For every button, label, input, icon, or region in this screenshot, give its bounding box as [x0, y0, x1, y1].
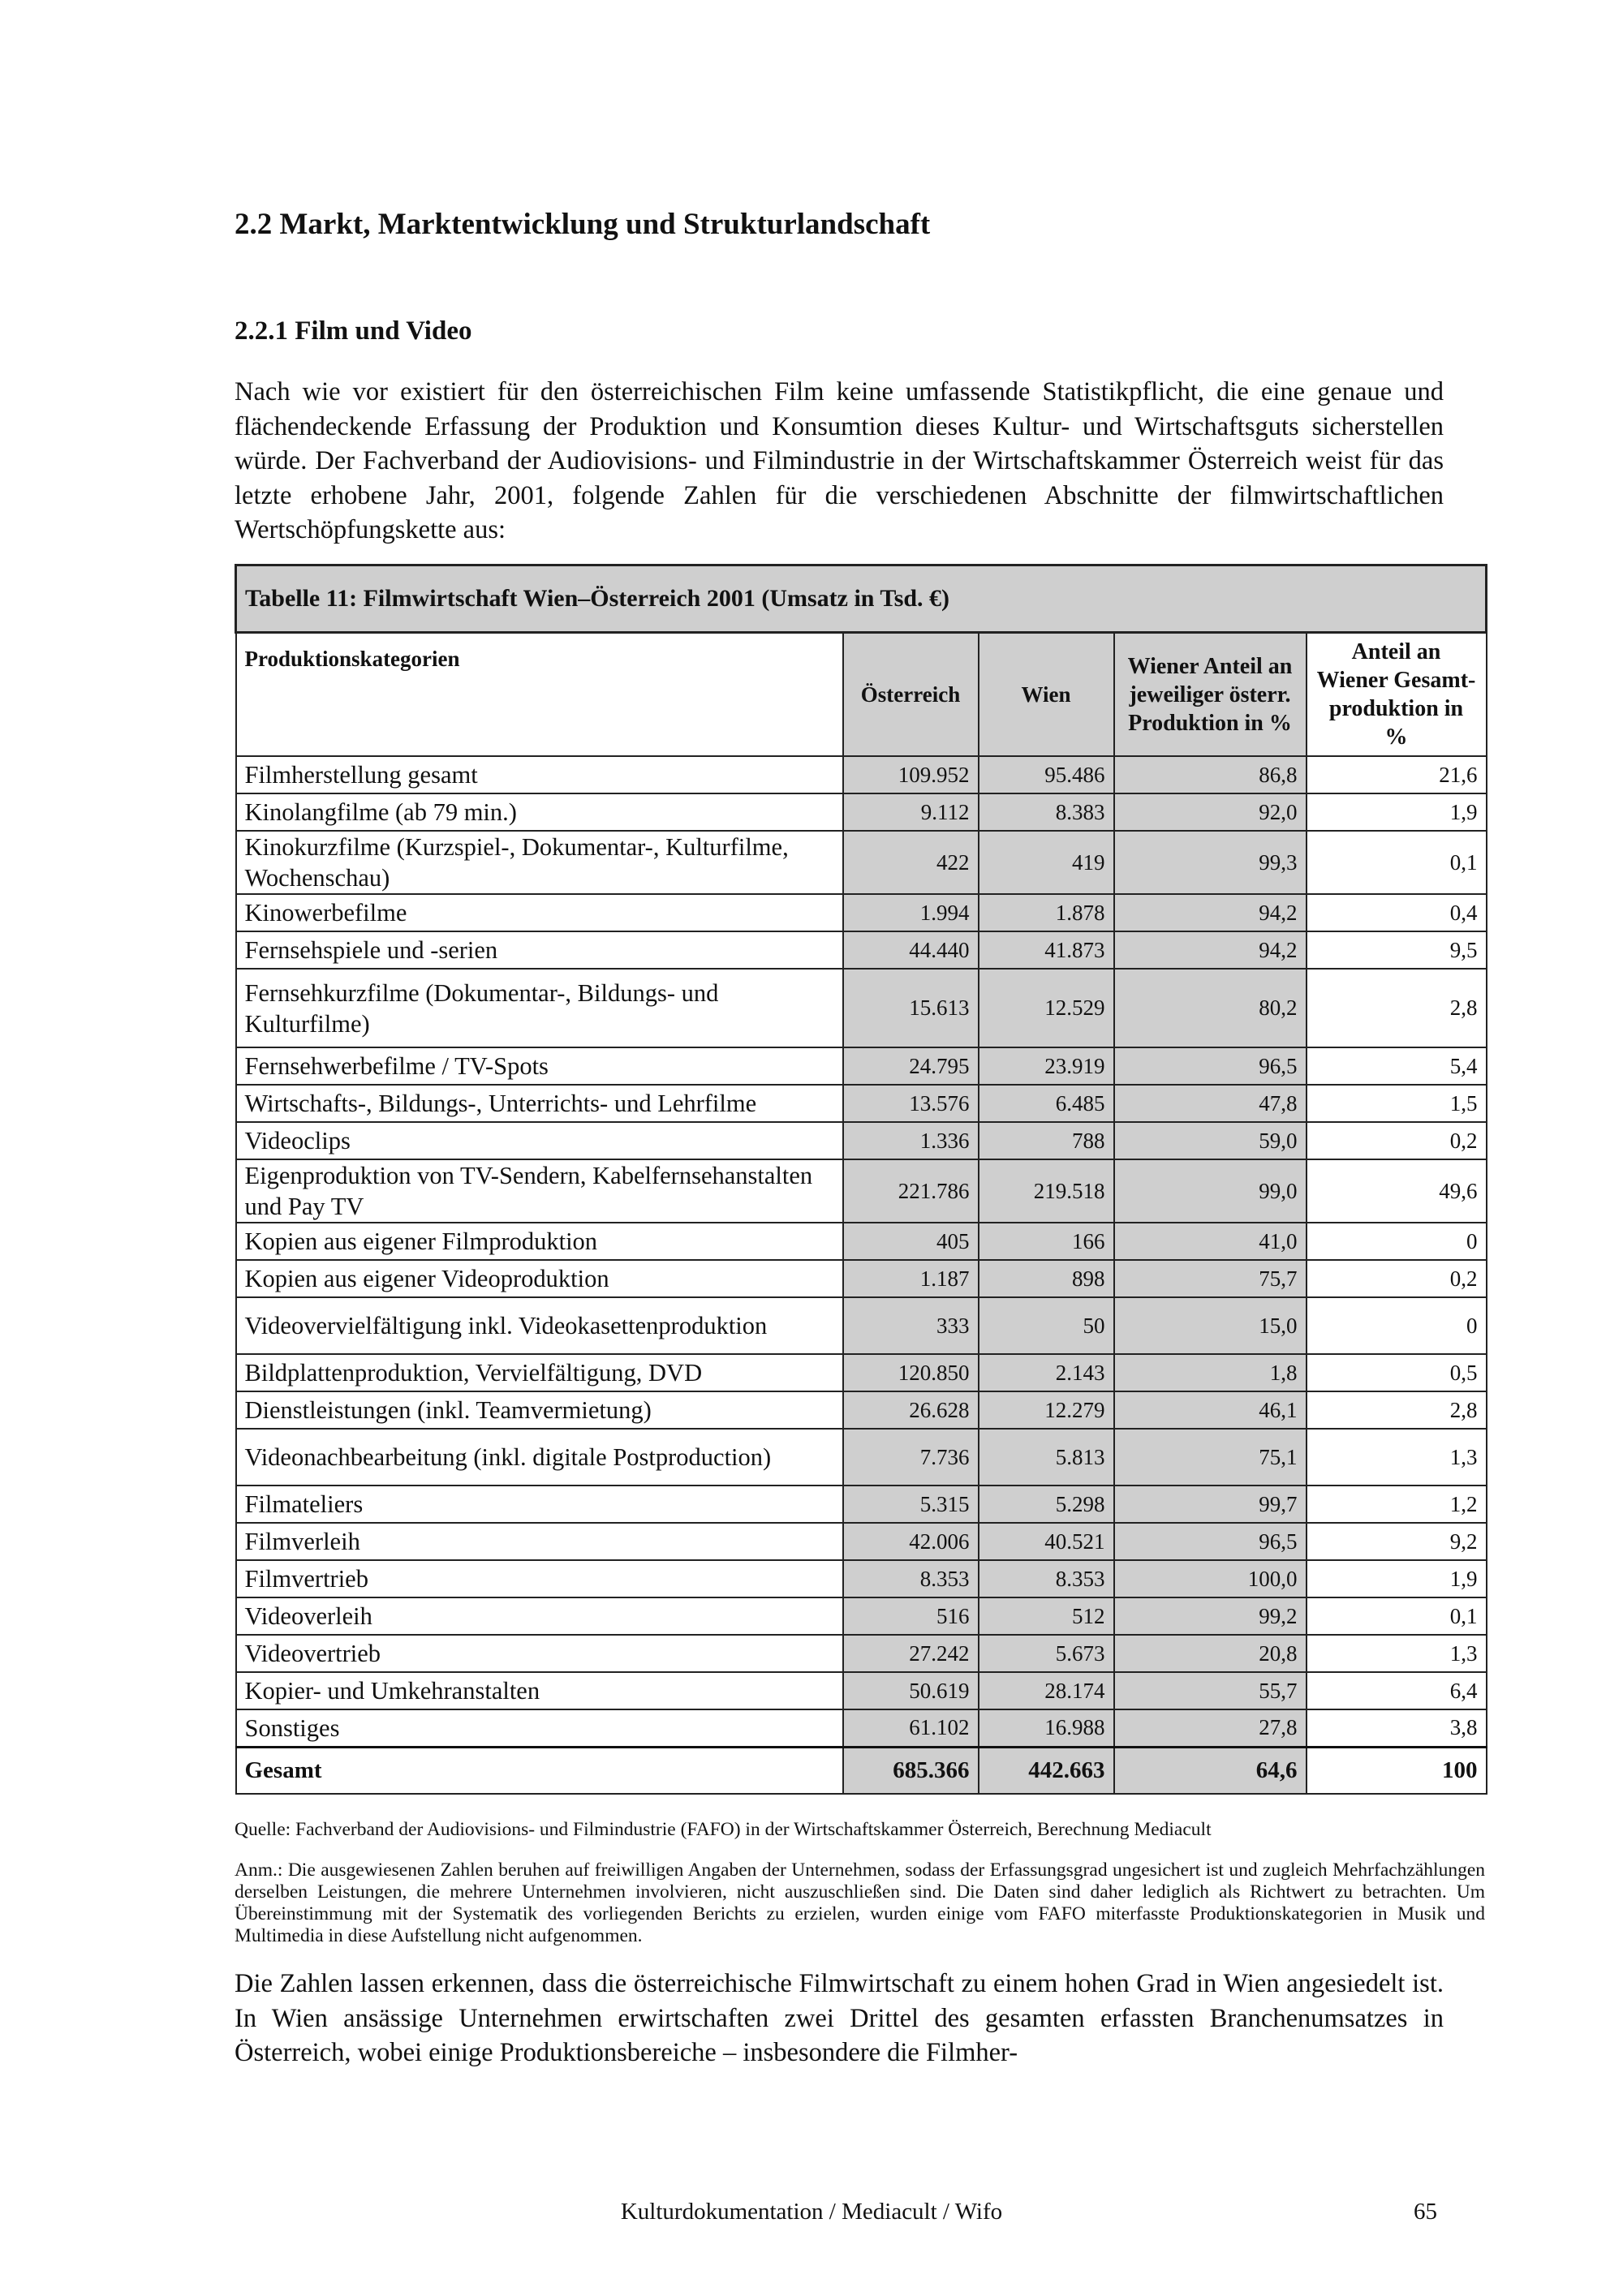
row-category: Videovervielfältigung inkl. Videokasettenproduktion — [236, 1297, 843, 1354]
row-vienna: 12.279 — [979, 1391, 1114, 1429]
row-share-vienna: 1,2 — [1307, 1486, 1487, 1523]
row-austria: 61.102 — [843, 1709, 979, 1747]
table-row — [236, 931, 1487, 969]
row-category: Wirtschafts-, Bildungs-, Unterrichts- und Lehrfilme — [236, 1085, 843, 1122]
row-vienna: 28.174 — [979, 1672, 1114, 1709]
row-austria: 8.353 — [843, 1560, 979, 1597]
row-share-vienna: 1,9 — [1307, 1560, 1487, 1597]
row-share-austria: 41,0 — [1114, 1223, 1307, 1260]
row-austria: 42.006 — [843, 1523, 979, 1560]
table-row — [236, 1085, 1487, 1122]
row-share-vienna: 2,8 — [1307, 1391, 1487, 1429]
total-share-austria: 64,6 — [1114, 1747, 1307, 1794]
row-vienna: 419 — [979, 831, 1114, 894]
row-vienna: 5.813 — [979, 1429, 1114, 1486]
row-category: Kopien aus eigener Videoproduktion — [236, 1260, 843, 1297]
row-category: Kinowerbefilme — [236, 894, 843, 931]
table-note: Anm.: Die ausgewiesenen Zahlen beruhen auf freiwilligen Angaben der Unternehmen, sodass der Erfassungsgrad ungesichert ist und zugleich Mehrfachzählungen derselben Leistungen, die mehrere Unternehmen involvieren, nicht auszuschließen sind. Die Daten sind daher lediglich als Richtwert zu betrachten. Um Übereinstimmung mit der Systematik des vorliegenden Berichts zu erzielen, wurden einige vom FAFO miterfasste Produktionskategorien in Musik und Multimedia in diese Aufstellung nicht aufgenommen. — [235, 1860, 1485, 1946]
row-category: Videonachbearbeitung (inkl. digitale Postproduction) — [236, 1429, 843, 1486]
row-vienna: 788 — [979, 1122, 1114, 1159]
row-category: Filmherstellung gesamt — [236, 756, 843, 793]
row-austria: 221.786 — [843, 1159, 979, 1223]
table-row — [236, 1391, 1487, 1429]
closing-paragraph: Die Zahlen lassen erkennen, dass die österreichische Filmwirtschaft zu einem hohen Grad in Wien angesiedelt ist. In Wien ansässige Unternehmen erwirtschaften zwei Drittel des gesamten erfassten Branchenumsatzes in Österreich, wobei einige Produktionsbereiche – insbesondere die Filmher- — [235, 1969, 1444, 2067]
row-austria: 27.242 — [843, 1635, 979, 1672]
row-austria: 120.850 — [843, 1354, 979, 1391]
row-share-vienna: 21,6 — [1307, 756, 1487, 793]
row-category: Videoverleih — [236, 1597, 843, 1635]
total-share-vienna: 100 — [1307, 1747, 1487, 1794]
row-share-austria: 99,3 — [1114, 831, 1307, 894]
row-share-vienna: 1,3 — [1307, 1429, 1487, 1486]
row-share-vienna: 1,5 — [1307, 1085, 1487, 1122]
row-austria: 516 — [843, 1597, 979, 1635]
row-vienna: 1.878 — [979, 894, 1114, 931]
row-share-austria: 92,0 — [1114, 793, 1307, 831]
row-share-austria: 59,0 — [1114, 1122, 1307, 1159]
row-austria: 50.619 — [843, 1672, 979, 1709]
row-austria: 333 — [843, 1297, 979, 1354]
row-vienna: 41.873 — [979, 931, 1114, 969]
table-row — [236, 1047, 1487, 1085]
row-category: Eigenproduktion von TV-Sendern, Kabelfernsehanstalten und Pay TV — [236, 1159, 843, 1223]
row-vienna: 5.673 — [979, 1635, 1114, 1672]
row-share-austria: 27,8 — [1114, 1709, 1307, 1747]
row-share-austria: 99,7 — [1114, 1486, 1307, 1523]
header-share-vienna: Anteil an Wiener Gesamt-produktion in % — [1307, 633, 1487, 757]
table-row — [236, 1122, 1487, 1159]
section-heading: 2.2 Markt, Marktentwicklung und Strukturlandschaft — [235, 208, 931, 241]
total-vienna: 442.663 — [979, 1747, 1114, 1794]
table-row — [236, 894, 1487, 931]
row-category: Fernsehkurzfilme (Dokumentar-, Bildungs- und Kulturfilme) — [236, 969, 843, 1047]
row-share-vienna: 0,4 — [1307, 894, 1487, 931]
row-category: Videovertrieb — [236, 1635, 843, 1672]
row-share-vienna: 5,4 — [1307, 1047, 1487, 1085]
row-share-vienna: 9,2 — [1307, 1523, 1487, 1560]
row-share-austria: 75,1 — [1114, 1429, 1307, 1486]
row-vienna: 898 — [979, 1260, 1114, 1297]
row-share-vienna: 9,5 — [1307, 931, 1487, 969]
row-share-austria: 99,0 — [1114, 1159, 1307, 1223]
row-share-austria: 20,8 — [1114, 1635, 1307, 1672]
row-austria: 44.440 — [843, 931, 979, 969]
row-category: Kinolangfilme (ab 79 min.) — [236, 793, 843, 831]
row-category: Kopien aus eigener Filmproduktion — [236, 1223, 843, 1260]
row-category: Filmvertrieb — [236, 1560, 843, 1597]
row-share-vienna: 1,9 — [1307, 793, 1487, 831]
table-row — [236, 1297, 1487, 1354]
row-share-vienna: 0,1 — [1307, 831, 1487, 894]
row-austria: 9.112 — [843, 793, 979, 831]
table-row — [236, 1560, 1487, 1597]
row-category: Dienstleistungen (inkl. Teamvermietung) — [236, 1391, 843, 1429]
row-share-austria: 55,7 — [1114, 1672, 1307, 1709]
row-vienna: 5.298 — [979, 1486, 1114, 1523]
row-share-austria: 86,8 — [1114, 756, 1307, 793]
row-category: Fernsehspiele und -serien — [236, 931, 843, 969]
row-vienna: 12.529 — [979, 969, 1114, 1047]
row-vienna: 95.486 — [979, 756, 1114, 793]
row-share-austria: 99,2 — [1114, 1597, 1307, 1635]
row-share-vienna: 2,8 — [1307, 969, 1487, 1047]
page-footer: Kulturdokumentation / Mediacult / Wifo — [620, 2199, 1003, 2225]
row-vienna: 6.485 — [979, 1085, 1114, 1122]
header-share-austria: Wiener Anteil an jeweiliger österr. Produktion in % — [1114, 633, 1307, 757]
row-share-austria: 94,2 — [1114, 894, 1307, 931]
row-share-vienna: 3,8 — [1307, 1709, 1487, 1747]
table-source: Quelle: Fachverband der Audiovisions- und Filmindustrie (FAFO) in der Wirtschaftskammer Österreich, Berechnung Mediacult — [235, 1819, 1212, 1840]
subsection-heading: 2.2.1 Film und Video — [235, 316, 472, 346]
table-row — [236, 1354, 1487, 1391]
row-vienna: 2.143 — [979, 1354, 1114, 1391]
row-category: Bildplattenproduktion, Vervielfältigung, DVD — [236, 1354, 843, 1391]
row-vienna: 23.919 — [979, 1047, 1114, 1085]
row-vienna: 50 — [979, 1297, 1114, 1354]
total-austria: 685.366 — [843, 1747, 979, 1794]
row-share-austria: 94,2 — [1114, 931, 1307, 969]
row-austria: 1.336 — [843, 1122, 979, 1159]
row-share-austria: 46,1 — [1114, 1391, 1307, 1429]
row-share-vienna: 0 — [1307, 1223, 1487, 1260]
row-vienna: 16.988 — [979, 1709, 1114, 1747]
table-row — [236, 1159, 1487, 1223]
row-share-vienna: 0,2 — [1307, 1260, 1487, 1297]
row-category: Fernsehwerbefilme / TV-Spots — [236, 1047, 843, 1085]
row-austria: 26.628 — [843, 1391, 979, 1429]
row-vienna: 166 — [979, 1223, 1114, 1260]
page-number: 65 — [1414, 2199, 1437, 2225]
row-share-austria: 1,8 — [1114, 1354, 1307, 1391]
intro-paragraph: Nach wie vor existiert für den österreichischen Film keine umfassende Statistikpflicht, die eine genaue und flächendeckende Erfassung der Produktion und Konsumtion dieses Kultur- und Wirtschaftsguts sicherstellen würde. Der Fachverband der Audiovisions- und Filmindustrie in der Wirtschaftskammer Österreich weist für das letzte erhobene Jahr, 2001, folgende Zahlen für die verschiedenen Abschnitte der filmwirtschaftlichen Wertschöpfungskette aus: — [235, 377, 1444, 544]
table-row — [236, 1223, 1487, 1260]
row-share-vienna: 0,5 — [1307, 1354, 1487, 1391]
row-share-vienna: 1,3 — [1307, 1635, 1487, 1672]
row-vienna: 219.518 — [979, 1159, 1114, 1223]
row-austria: 7.736 — [843, 1429, 979, 1486]
table-row — [236, 831, 1487, 894]
row-austria: 1.994 — [843, 894, 979, 931]
table-row — [236, 793, 1487, 831]
row-share-austria: 96,5 — [1114, 1523, 1307, 1560]
row-share-vienna: 49,6 — [1307, 1159, 1487, 1223]
table-row — [236, 1523, 1487, 1560]
table-row — [236, 1709, 1487, 1747]
row-austria: 5.315 — [843, 1486, 979, 1523]
row-vienna: 8.353 — [979, 1560, 1114, 1597]
header-vienna: Wien — [979, 633, 1114, 757]
table-row — [236, 1635, 1487, 1672]
table-row — [236, 1597, 1487, 1635]
total-label: Gesamt — [236, 1747, 843, 1794]
header-category: Produktionskategorien — [236, 633, 843, 757]
table-row — [236, 1486, 1487, 1523]
row-austria: 405 — [843, 1223, 979, 1260]
row-austria: 1.187 — [843, 1260, 979, 1297]
row-austria: 422 — [843, 831, 979, 894]
table-row — [236, 1672, 1487, 1709]
table-row — [236, 969, 1487, 1047]
table-row — [236, 1260, 1487, 1297]
row-share-austria: 100,0 — [1114, 1560, 1307, 1597]
header-austria: Österreich — [843, 633, 979, 757]
row-vienna: 512 — [979, 1597, 1114, 1635]
row-share-vienna: 0 — [1307, 1297, 1487, 1354]
table-row — [236, 1429, 1487, 1486]
row-category: Filmverleih — [236, 1523, 843, 1560]
row-share-austria: 15,0 — [1114, 1297, 1307, 1354]
row-vienna: 8.383 — [979, 793, 1114, 831]
table-row — [236, 756, 1487, 793]
row-share-austria: 96,5 — [1114, 1047, 1307, 1085]
row-category: Kinokurzfilme (Kurzspiel-, Dokumentar-, Kulturfilme, Wochenschau) — [236, 831, 843, 894]
row-category: Kopier- und Umkehranstalten — [236, 1672, 843, 1709]
row-share-austria: 47,8 — [1114, 1085, 1307, 1122]
row-share-austria: 80,2 — [1114, 969, 1307, 1047]
row-share-vienna: 0,2 — [1307, 1122, 1487, 1159]
row-category: Filmateliers — [236, 1486, 843, 1523]
row-share-vienna: 6,4 — [1307, 1672, 1487, 1709]
row-category: Videoclips — [236, 1122, 843, 1159]
row-austria: 24.795 — [843, 1047, 979, 1085]
row-austria: 109.952 — [843, 756, 979, 793]
row-vienna: 40.521 — [979, 1523, 1114, 1560]
row-austria: 13.576 — [843, 1085, 979, 1122]
row-share-austria: 75,7 — [1114, 1260, 1307, 1297]
row-share-vienna: 0,1 — [1307, 1597, 1487, 1635]
row-category: Sonstiges — [236, 1709, 843, 1747]
table-total-row — [236, 1747, 1487, 1794]
table-title: Tabelle 11: Filmwirtschaft Wien–Österreich 2001 (Umsatz in Tsd. €) — [236, 565, 1487, 633]
film-industry-table — [235, 564, 1485, 1795]
row-austria: 15.613 — [843, 969, 979, 1047]
